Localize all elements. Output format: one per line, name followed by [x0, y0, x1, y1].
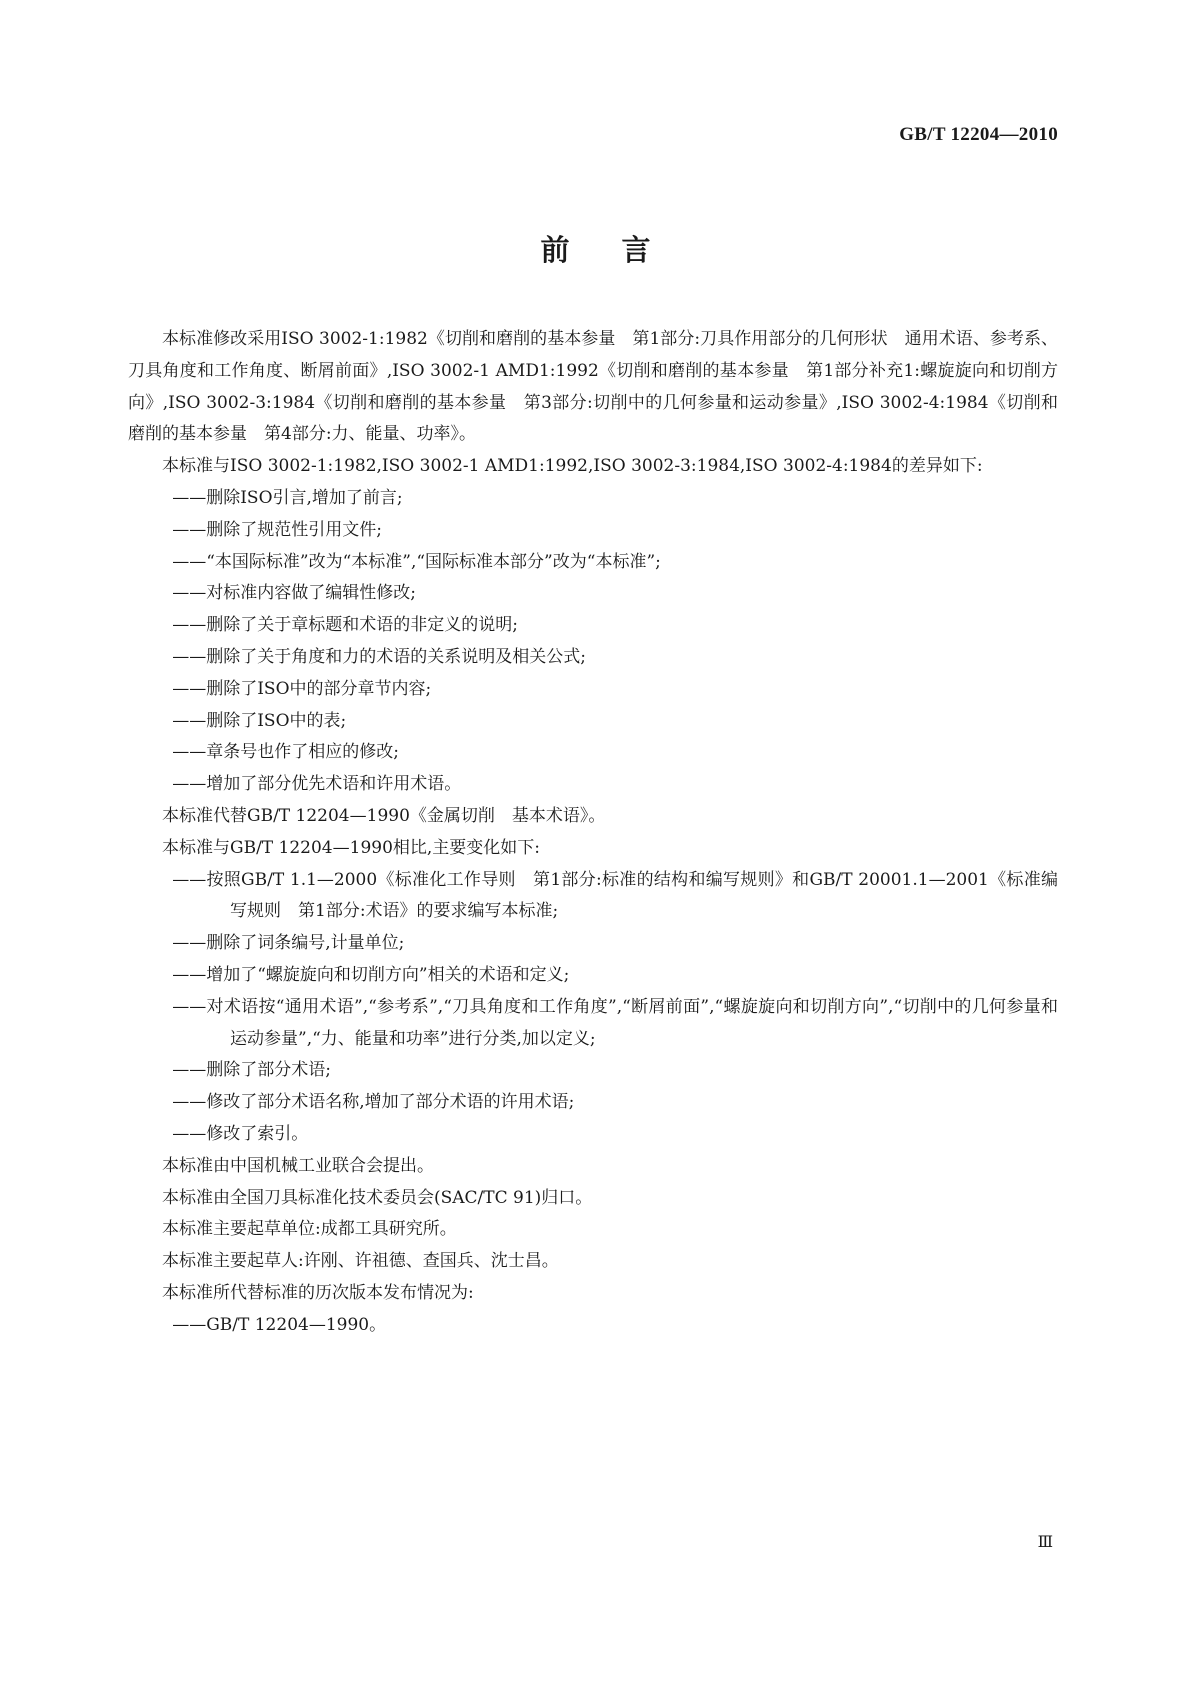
standard-code: GB/T 12204—2010	[899, 124, 1058, 145]
paragraph-adoption: 本标准修改采用ISO 3002-1:1982《切削和磨削的基本参量 第1部分:刀具作用部分的几何形状 通用术语、参考系、刀具角度和工作角度、断屑前面》,ISO 3002-1 AMD1:1992《切削和磨削的基本参量 第1部分补充1:螺旋旋向和切削方向》,ISO 3002-3:1984《切削和磨削的基本参量 第3部分:切削中的几何参量和运动参量》,ISO 3002-4:1984《切削和磨削的基本参量 第4部分:力、能量、功率》。	[128, 329, 1058, 445]
list-item: ——“本国际标准”改为“本标准”,“国际标准本部分”改为“本标准”;	[172, 551, 661, 572]
paragraph-drafting-unit: 本标准主要起草单位:成都工具研究所。	[162, 1219, 457, 1240]
list-item: ——对标准内容做了编辑性修改;	[172, 583, 416, 604]
paragraph-changes-intro: 本标准与GB/T 12204—1990相比,主要变化如下:	[162, 837, 541, 858]
page-number: Ⅲ	[1037, 1534, 1053, 1551]
list-item: ——删除了ISO中的部分章节内容;	[172, 678, 432, 699]
list-item: ——删除了词条编号,计量单位;	[172, 933, 405, 954]
list-item: ——增加了部分优先术语和许用术语。	[172, 774, 462, 795]
paragraph-proposer: 本标准由中国机械工业联合会提出。	[162, 1155, 434, 1176]
list-item: ——删除了规范性引用文件;	[172, 519, 382, 540]
list-item: ——删除了部分术语;	[172, 1060, 331, 1081]
list-item: ——按照GB/T 1.1—2000《标准化工作导则 第1部分:标准的结构和编写规则》和GB/T 20001.1—2001《标准编写规则 第1部分:术语》的要求编写本标准;	[172, 869, 1058, 922]
list-item: ——修改了部分术语名称,增加了部分术语的许用术语;	[172, 1092, 575, 1113]
paragraph-committee: 本标准由全国刀具标准化技术委员会(SAC/TC 91)归口。	[162, 1187, 593, 1208]
foreword-body	[128, 324, 1058, 1342]
page-title: 前言	[540, 233, 703, 267]
list-item: ——修改了索引。	[172, 1123, 309, 1144]
list-item: ——删除ISO引言,增加了前言;	[172, 487, 403, 508]
list-item: ——删除了关于章标题和术语的非定义的说明;	[172, 615, 518, 636]
paragraph-differences-intro: 本标准与ISO 3002-1:1982,ISO 3002-1 AMD1:1992,ISO 3002-3:1984,ISO 3002-4:1984的差异如下:	[162, 456, 983, 477]
list-item: ——删除了ISO中的表;	[172, 710, 347, 731]
list-item: ——删除了关于角度和力的术语的关系说明及相关公式;	[172, 646, 586, 667]
list-item: ——对术语按“通用术语”,“参考系”,“刀具角度和工作角度”,“断屑前面”,“螺旋旋向和切削方向”,“切削中的几何参量和运动参量”,“力、能量和功率”进行分类,加以定义;	[172, 996, 1058, 1049]
list-item: ——增加了“螺旋旋向和切削方向”相关的术语和定义;	[172, 964, 570, 985]
list-item: ——章条号也作了相应的修改;	[172, 742, 399, 763]
list-item: ——GB/T 12204—1990。	[172, 1314, 387, 1335]
paragraph-replaces: 本标准代替GB/T 12204—1990《金属切削 基本术语》。	[162, 805, 606, 826]
paragraph-history-intro: 本标准所代替标准的历次版本发布情况为:	[162, 1282, 474, 1303]
paragraph-drafters: 本标准主要起草人:许刚、许祖德、查国兵、沈士昌。	[162, 1251, 559, 1272]
